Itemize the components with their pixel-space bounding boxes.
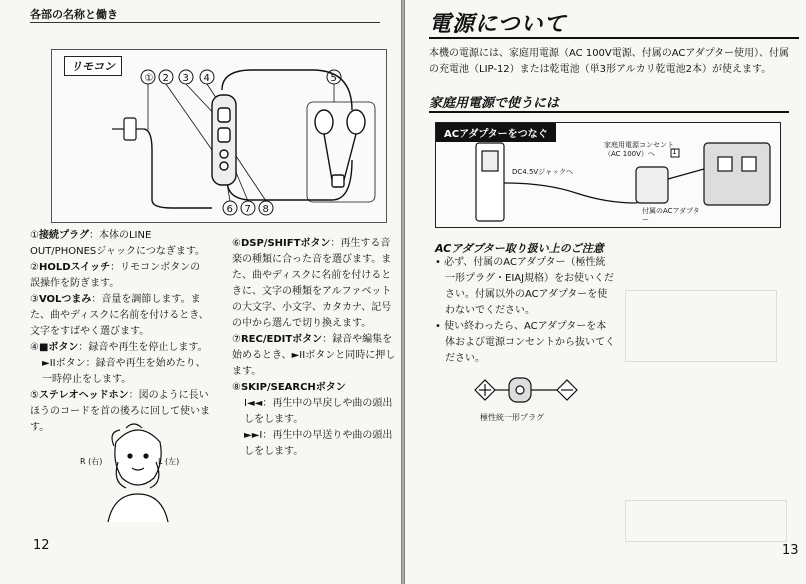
bleed-through-mark (625, 500, 787, 542)
intro-text: 本機の電源には、家庭用電源（AC 100V電源、付属のACアダプター使用）、付属の充電池（LIP-12）または乾電池（単3形アルカリ乾電池2本）が使えます。 (429, 48, 790, 75)
items-column-2 (232, 236, 398, 460)
item-skip-search: ⑧SKIP/SEARCHボタン (232, 382, 346, 393)
item-play-pause: ►IIボタン：録音や再生を始めたり、一時停止をします。 (42, 358, 206, 385)
remote-illustration (52, 50, 386, 222)
caution-note: • 必ず、付属のACアダプター（極性統一形プラグ・EIAJ規格）をお使いください。付属以外のACアダプターを使わないでください。 (435, 257, 615, 316)
caution-note: • 使い終わったら、ACアダプターを本体および電源コンセントから抜いてください。 (435, 321, 615, 364)
outlet-label: 家庭用電源コンセント（AC 100V）へ (604, 141, 674, 158)
ac-adapter-illustration (436, 123, 780, 227)
item-rewind: I◄◄：再生中の早戻しや曲の頭出しをします。 (244, 398, 393, 425)
bleed-through-mark (625, 290, 777, 362)
caution-title: ACアダプター取り扱い上のご注意 (435, 242, 604, 255)
item-dsp-shift: ⑥DSP/SHIFTボタン：再生する音楽の種類に合った音を選びます。また、曲やディスクに名前を付けるときに、文字の種類をアルファベットの大文字、小文字、カタカナ、記号の中から選んで切り換えます。 (232, 238, 392, 329)
polarity-plug-diagram (465, 368, 595, 412)
adapter-label: 付属のACアダプター (642, 207, 700, 224)
item-vol-knob: ③VOLつまみ：音量を調節します。また、曲やディスクに名前を付けるとき、文字をすばやく選びます。 (30, 294, 209, 337)
plug-caption: 極性統一形プラグ (480, 413, 544, 422)
svg-text:3: 3 (182, 73, 189, 84)
item-hold-switch: ②HOLDスイッチ：リモコンボタンの誤操作を防ぎます。 (30, 262, 201, 289)
items-column-1 (30, 228, 210, 436)
item-fast-forward: ►►I：再生中の早送りや曲の頭出しをします。 (244, 430, 393, 457)
svg-text:6: 6 (226, 204, 233, 215)
page-number-right: 13 (782, 543, 799, 558)
svg-text:2: 2 (162, 73, 169, 84)
left-page (0, 0, 401, 584)
page-title: 電源について (429, 12, 567, 37)
jack-label: DC4.5Vジャックへ (512, 168, 574, 176)
svg-text:7: 7 (244, 204, 251, 215)
item-stop-button: ④■ボタン：録音や再生を停止します。 (30, 342, 208, 353)
svg-text:5: 5 (330, 73, 337, 84)
title-rule (429, 37, 799, 39)
section-rule (30, 22, 380, 23)
caution-notes (435, 255, 615, 367)
ear-label-right: R (右) (80, 457, 103, 466)
ac-adapter-figure (435, 122, 781, 228)
figure-label: リモコン (64, 56, 122, 76)
subsection-rule (429, 111, 789, 113)
right-page (405, 0, 806, 584)
svg-text:4: 4 (203, 73, 210, 84)
person-illustration (68, 422, 208, 526)
section-title: 各部の名称と働き (30, 8, 118, 21)
ac-box-title: ACアダプターをつなぐ (436, 123, 556, 142)
step-marker: 1 (672, 148, 677, 156)
page-number-left: 12 (33, 538, 50, 553)
ear-label-left: L (左) (158, 457, 180, 466)
remote-figure (51, 49, 387, 223)
item-connect-plug: ①接続プラグ：本体のLINE OUT/PHONESジャックにつなぎます。 (30, 230, 206, 257)
subsection-title: 家庭用電源で使うには (429, 96, 560, 111)
callout-1: ① (144, 73, 154, 84)
item-stereo-headphones: ⑤ステレオヘッドホン：図のように長いほうのコードを首の後ろに回して使います。 (30, 390, 210, 433)
svg-text:8: 8 (262, 204, 269, 215)
item-rec-edit: ⑦REC/EDITボタン：録音や編集を始めるとき、►IIボタンと同時に押します。 (232, 334, 396, 377)
